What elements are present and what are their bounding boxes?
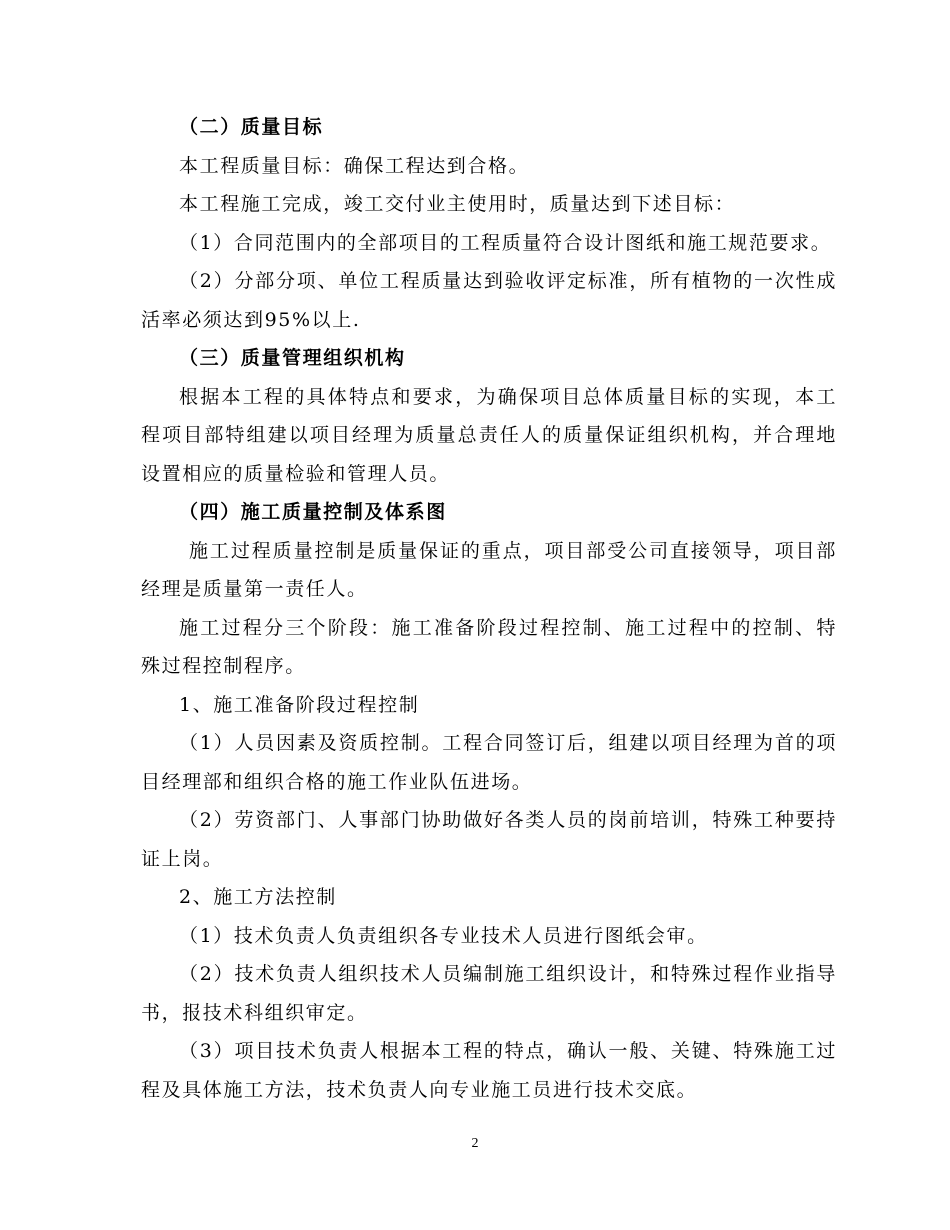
page-number: 2 — [471, 1136, 479, 1151]
document-body — [141, 108, 837, 1109]
paragraph: 施工过程分三个阶段：施工准备阶段过程控制、施工过程中的控制、特殊过程控制程序。 — [141, 616, 837, 677]
paragraph: （2）劳资部门、人事部门协助做好各类人员的岗前培训，特殊工种要持证上岗。 — [141, 809, 837, 870]
paragraph: 本工程质量目标：确保工程达到合格。 — [179, 154, 530, 177]
paragraph: （1）人员因素及资质控制。工程合同签订后，组建以项目经理为首的项目经理部和组织合格的施工作业队伍进场。 — [141, 732, 837, 793]
subsection-heading: 2、施工方法控制 — [179, 886, 337, 908]
section-heading-quality-organization: （三）质量管理组织机构 — [179, 347, 406, 369]
subsection-heading: 1、施工准备阶段过程控制 — [179, 693, 420, 716]
paragraph: （1）合同范围内的全部项目的工程质量符合设计图纸和施工规范要求。 — [179, 231, 832, 254]
paragraph: 根据本工程的具体特点和要求，为确保项目总体质量目标的实现，本工程项目部特组建以项目经理为质量总责任人的质量保证组织机构，并合理地设置相应的质量检验和管理人员。 — [141, 385, 837, 485]
paragraph: （1）技术负责人负责组织各专业技术人员进行图纸会审。 — [179, 924, 708, 947]
section-heading-quality-control-system: （四）施工质量控制及体系图 — [179, 501, 447, 523]
paragraph: （2）分部分项、单位工程质量达到验收评定标准，所有植物的一次性成活率必须达到95%以上. — [141, 270, 837, 331]
paragraph: （2）技术负责人组织技术人员编制施工组织设计，和特殊过程作业指导书，报技术科组织审定。 — [141, 963, 837, 1024]
paragraph: 施工过程质量控制是质量保证的重点，项目部受公司直接领导，项目部经理是质量第一责任人。 — [141, 539, 837, 600]
paragraph: 本工程施工完成，竣工交付业主使用时，质量达到下述目标： — [179, 193, 736, 215]
section-heading-quality-goals: （二）质量目标 — [179, 116, 324, 138]
paragraph: （3）项目技术负责人根据本工程的特点，确认一般、关键、特殊施工过程及具体施工方法，技术负责人向专业施工员进行技术交底。 — [141, 1040, 837, 1101]
